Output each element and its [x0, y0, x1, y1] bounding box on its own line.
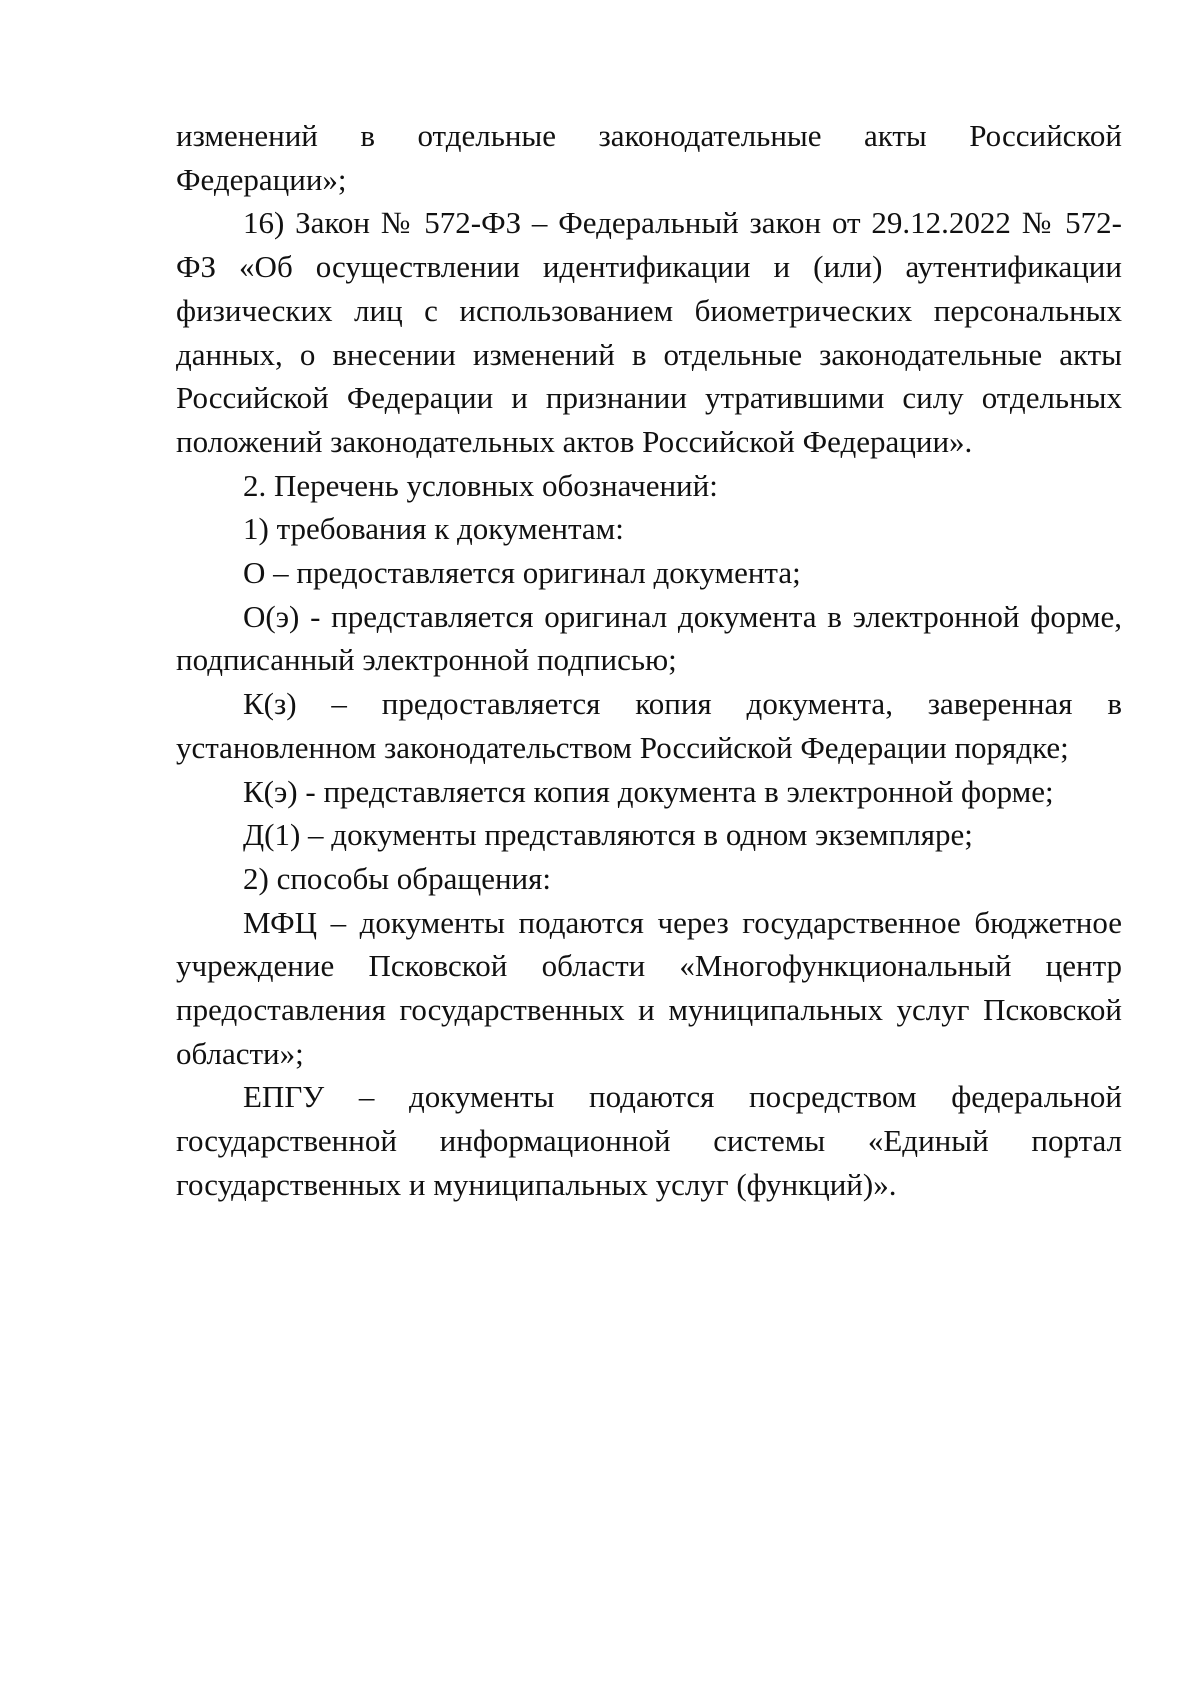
paragraph-law-572: 16) Закон № 572-ФЗ – Федеральный закон от 29.12.2022 № 572-ФЗ «Об осуществлении идентификации и (или) аутентификации физических лиц с использованием биометрических персональных данных, о внесении изменений в отдельные законодательные акты Российской Федерации и признании утратившими силу отдельных положений законодательных актов Российской Федерации».: [176, 205, 1122, 459]
paragraph-certified-copy: К(з) – предоставляется копия документа, заверенная в установленном законодательством Российской Федерации порядке;: [176, 686, 1122, 765]
paragraph-original: О – предоставляется оригинал документа;: [243, 555, 801, 591]
paragraph-epgu: ЕПГУ – документы подаются посредством федеральной государственной информационной системы «Единый портал государственных и муниципальных услуг (функций)».: [176, 1079, 1122, 1202]
paragraph-single-copy: Д(1) – документы представляются в одном экземпляре;: [243, 817, 973, 853]
paragraph-legend-heading: 2. Перечень условных обозначений:: [243, 467, 718, 503]
document-body: [176, 114, 1122, 1207]
paragraph-mfc: МФЦ – документы подаются через государственное бюджетное учреждение Псковской области «Многофункциональный центр предоставления государственных и муниципальных услуг Псковской области»;: [176, 904, 1122, 1071]
paragraph-electronic-copy: К(э) - представляется копия документа в электронной форме;: [243, 773, 1054, 809]
paragraph-document-requirements: 1) требования к документам:: [243, 511, 624, 547]
paragraph-original-electronic: О(э) - представляется оригинал документа в электронной форме, подписанный электронной подписью;: [176, 598, 1122, 678]
paragraph-submission-methods: 2) способы обращения:: [243, 860, 552, 896]
paragraph-continuation: изменений в отдельные законодательные акты Российской Федерации»;: [176, 118, 1122, 197]
